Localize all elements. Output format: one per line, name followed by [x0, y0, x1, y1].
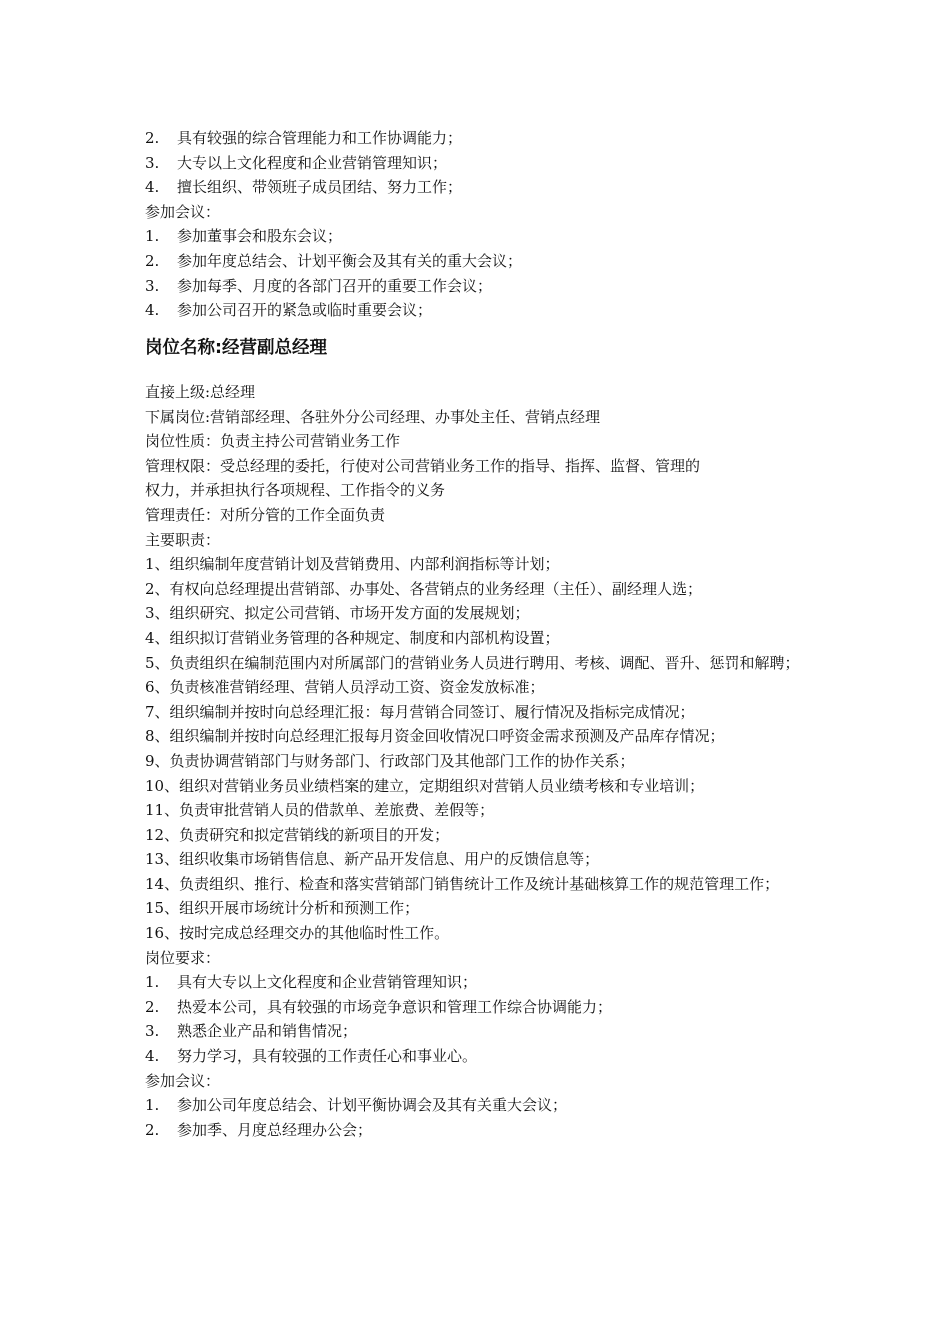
duty-item: 4、组织拟订营销业务管理的各种规定、制度和内部机构设置； — [145, 628, 560, 647]
duty-item: 9、负责协调营销部门与财务部门、行政部门及其他部门工作的协作关系； — [145, 751, 635, 770]
management-responsibility: 管理责任：对所分管的工作全面负责 — [145, 505, 386, 524]
meeting-item: 1. 参加公司年度总结会、计划平衡协调会及其有关重大会议； — [145, 1096, 568, 1115]
meeting-item: 2. 参加年度总结会、计划平衡会及其有关的重大会议； — [145, 251, 523, 270]
management-authority-line-1: 管理权限：受总经理的委托，行使对公司营销业务工作的指导、指挥、监督、管理的 — [145, 456, 701, 475]
position-title: 岗位名称:经营副总经理 — [145, 338, 327, 358]
requirement-item: 2. 热爱本公司，具有较强的市场竞争意识和管理工作综合协调能力； — [145, 997, 613, 1016]
meeting-item: 4. 参加公司召开的紧急或临时重要会议； — [145, 301, 433, 320]
requirement-item: 1. 具有大专以上文化程度和企业营销管理知识； — [145, 973, 478, 992]
requirement-item: 3. 熟悉企业产品和销售情况； — [145, 1022, 358, 1041]
previous-position-section — [145, 126, 825, 323]
duty-item: 12、负责研究和拟定营销线的新项目的开发； — [145, 825, 450, 844]
meeting-item: 1. 参加董事会和股东会议； — [145, 227, 343, 246]
duty-item: 11、负责审批营销人员的借款单、差旅费、差假等； — [145, 801, 495, 820]
duty-item: 10、组织对营销业务员业绩档案的建立，定期组织对营销人员业绩考核和专业培训； — [145, 776, 705, 795]
duty-item: 14、负责组织、推行、检查和落实营销部门销售统计工作及统计基础核算工作的规范管理工作； — [145, 874, 780, 893]
meeting-label: 参加会议： — [145, 202, 221, 221]
duty-item: 7、组织编制并按时向总经理汇报：每月营销合同签订、履行情况及指标完成情况； — [145, 702, 695, 721]
duty-item: 6、负责核准营销经理、营销人员浮动工资、资金发放标准； — [145, 678, 545, 697]
duty-item: 8、组织编制并按时向总经理汇报每月资金回收情况口呼资金需求预测及产品库存情况； — [145, 727, 725, 746]
position-nature: 岗位性质：负责主持公司营销业务工作 — [145, 432, 401, 451]
management-authority-line-2: 权力，并承担执行各项规程、工作指令的义务 — [145, 481, 446, 500]
duty-item: 15、组织开展市场统计分析和预测工作； — [145, 899, 420, 918]
requirement-item: 4. 努力学习，具有较强的工作责任心和事业心。 — [145, 1047, 478, 1066]
duty-item: 5、负责组织在编制范围内对所属部门的营销业务人员进行聘用、考核、调配、晋升、惩罚和解聘； — [145, 653, 800, 672]
subordinate-positions: 下属岗位:营销部经理、各驻外分公司经理、办事处主任、营销点经理 — [145, 407, 601, 426]
direct-superior: 直接上级:总经理 — [145, 383, 256, 401]
requirement-item: 3. 大专以上文化程度和企业营销管理知识； — [145, 153, 448, 172]
duty-item: 13、组织收集市场销售信息、新产品开发信息、用户的反馈信息等； — [145, 850, 600, 869]
duty-item: 3、组织研究、拟定公司营销、市场开发方面的发展规划； — [145, 604, 530, 623]
meeting-label: 参加会议： — [145, 1071, 221, 1090]
duty-item: 16、按时完成总经理交办的其他临时性工作。 — [145, 924, 450, 943]
meeting-item: 2. 参加季、月度总经理办公会； — [145, 1120, 373, 1139]
duty-item: 1、组织编制年度营销计划及营销费用、内部利润指标等计划； — [145, 555, 560, 574]
meeting-item: 3. 参加每季、月度的各部门召开的重要工作会议； — [145, 276, 493, 295]
duties-label: 主要职责： — [145, 530, 221, 549]
position-section — [145, 380, 825, 1142]
duty-item: 2、有权向总经理提出营销部、办事处、各营销点的业务经理（主任）、副经理人选； — [145, 579, 703, 598]
requirements-label: 岗位要求： — [145, 948, 221, 967]
requirement-item: 4. 擅长组织、带领班子成员团结、努力工作； — [145, 178, 463, 197]
requirement-item: 2. 具有较强的综合管理能力和工作协调能力； — [145, 129, 463, 147]
